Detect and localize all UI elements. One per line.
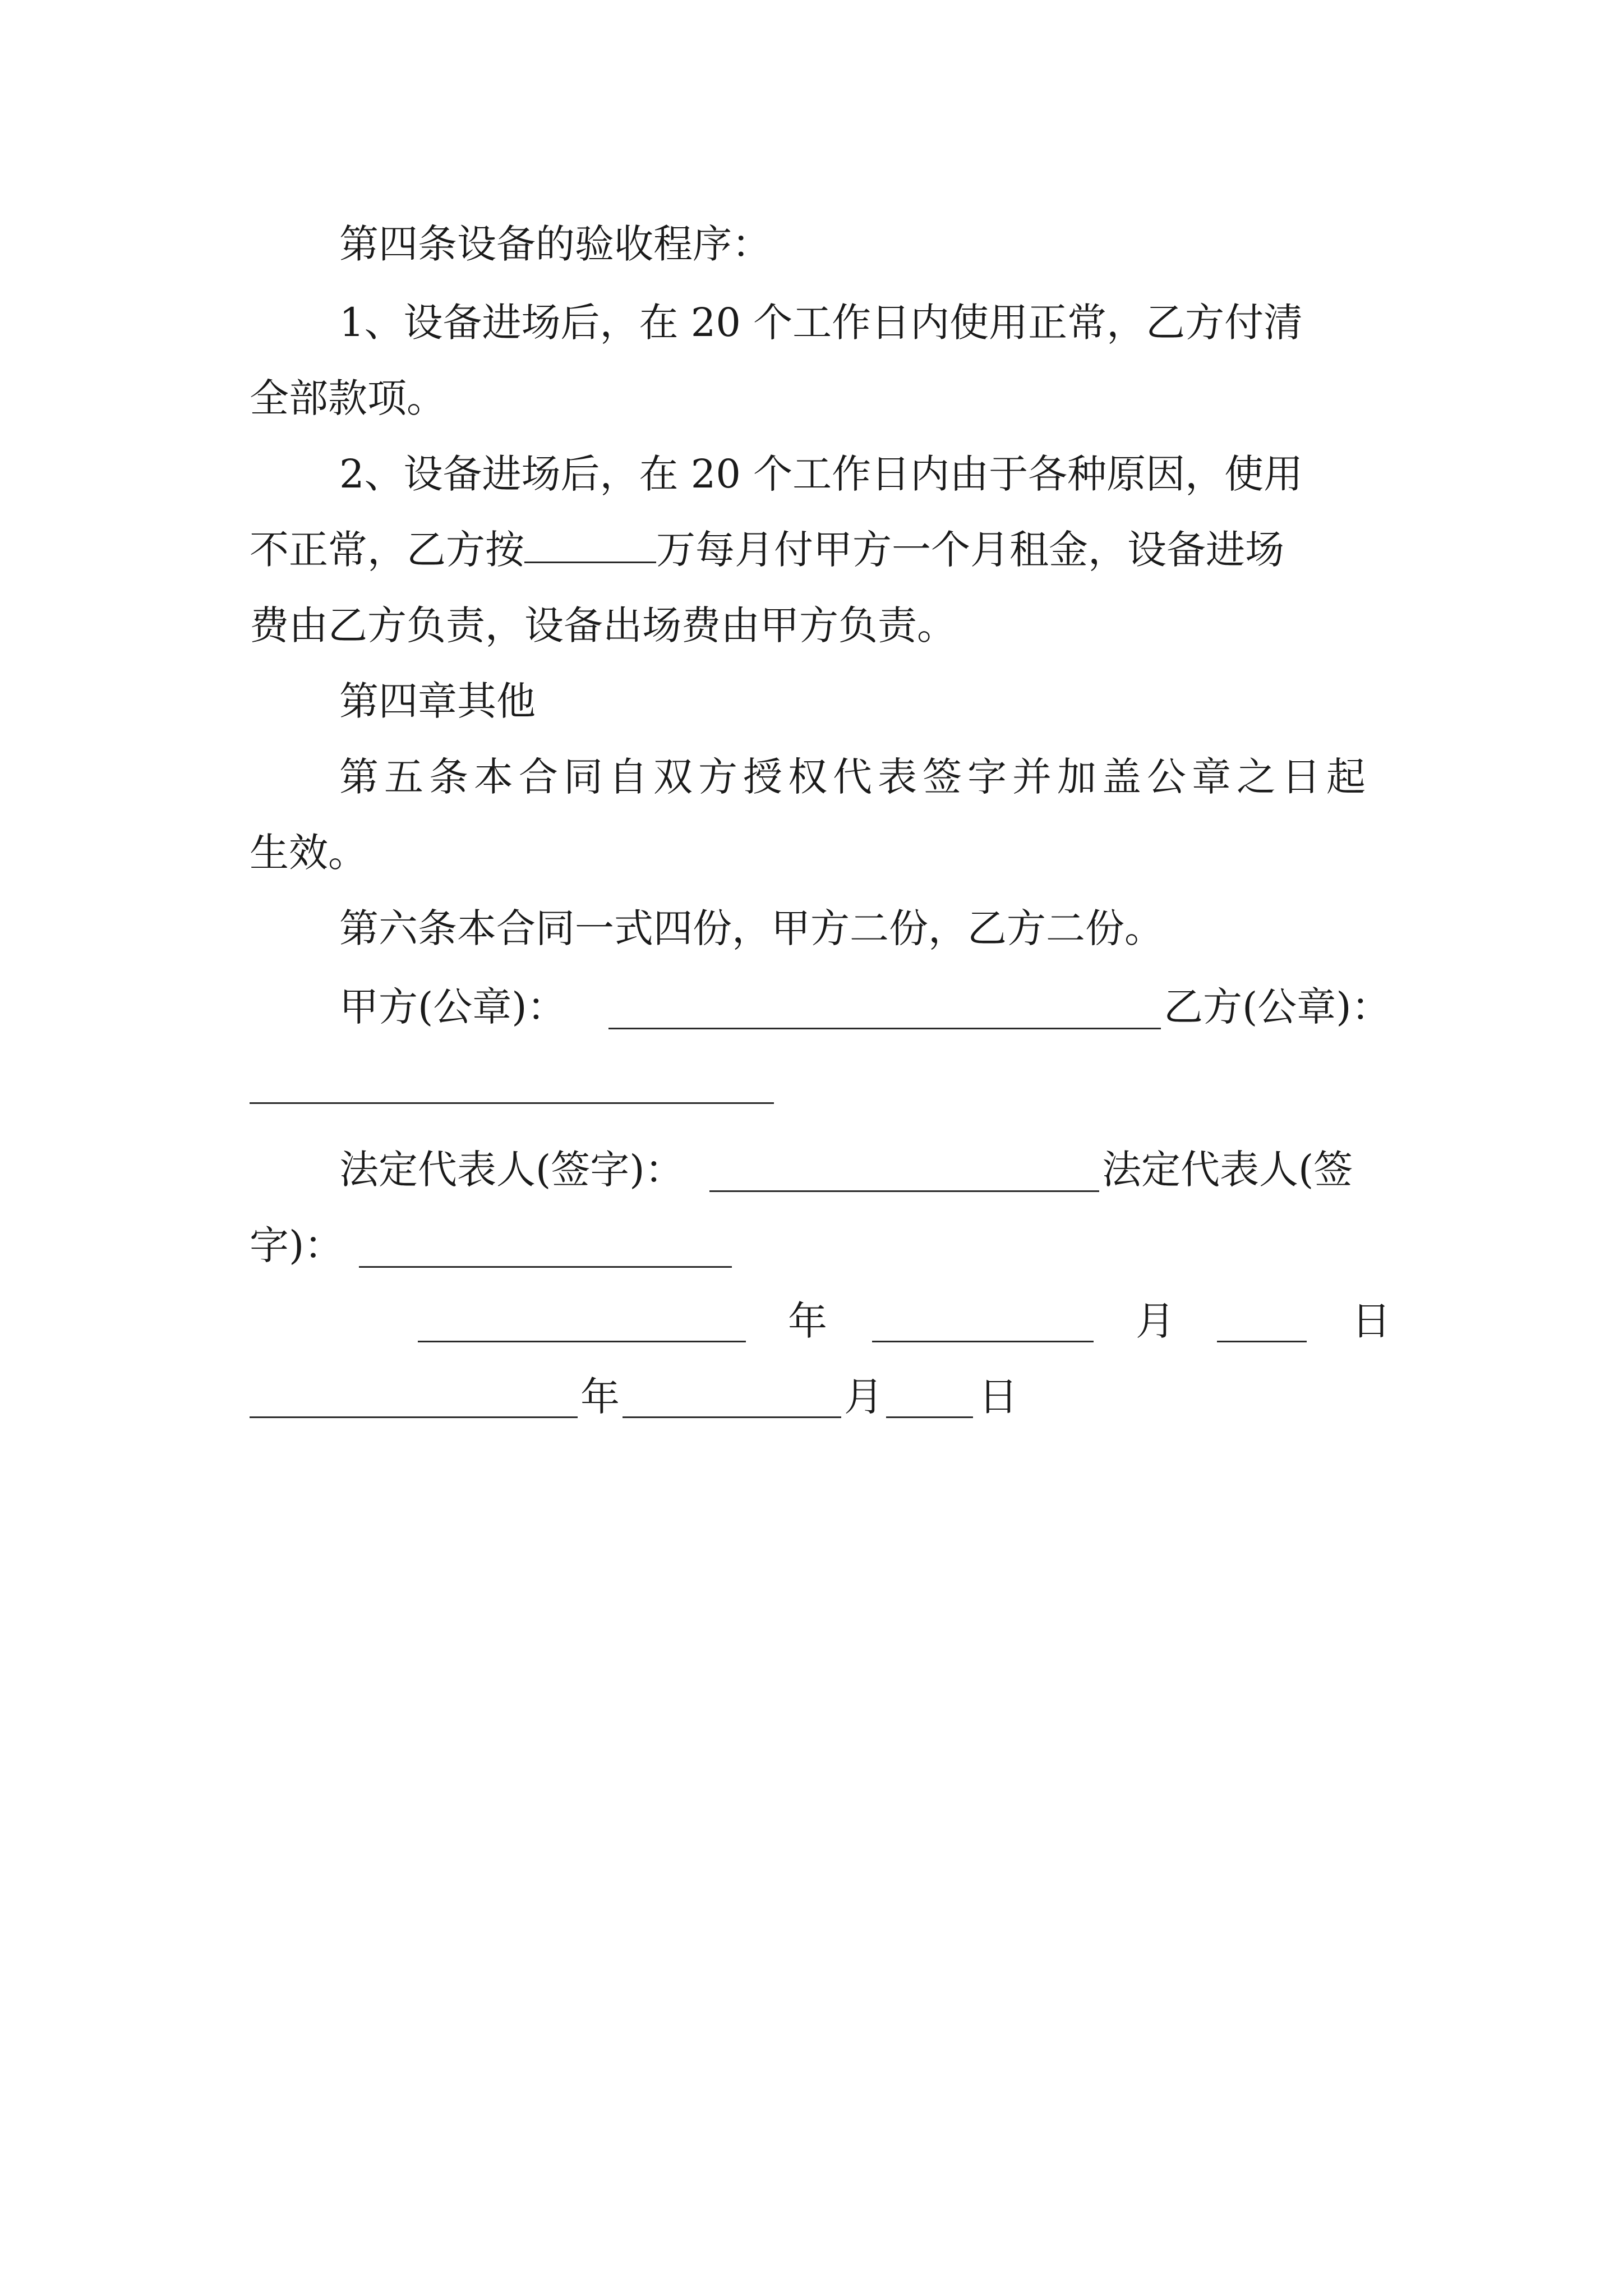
date-b-year-blank	[250, 1416, 578, 1418]
date-a-month-label: 月	[1136, 1298, 1175, 1344]
party-a-seal-label: 甲方(公章)：	[339, 984, 566, 1030]
legal-rep-b-label-part-2: 字)：	[250, 1222, 344, 1268]
date-a-month-blank	[872, 1341, 1094, 1342]
date-b-month-label: 月	[844, 1374, 883, 1420]
article-5-line-2: 生效。	[250, 830, 367, 876]
legal-rep-a-label: 法定代表人(签字)：	[339, 1147, 684, 1193]
article-4-item-2-line-3: 费由乙方负责，设备出场费由甲方负责。	[250, 602, 956, 648]
date-b-year-label: 年	[580, 1374, 620, 1420]
party-b-seal-label: 乙方(公章)：	[1164, 984, 1391, 1030]
item-2-text-after-blank: 万每月付甲方一个月租金，设备进场	[656, 527, 1284, 573]
date-b-month-blank	[623, 1416, 841, 1418]
legal-rep-a-signature-blank	[709, 1190, 1099, 1192]
item-2-text-before-blank: 不正常，乙方按	[250, 527, 524, 573]
article-6: 第六条本合同一式四份，甲方二份，乙方二份。	[339, 905, 1164, 951]
date-a-day-blank	[1217, 1341, 1307, 1342]
date-a-day-label: 日	[1352, 1298, 1391, 1344]
date-b-day-blank	[886, 1416, 973, 1418]
party-a-seal-blank	[608, 1028, 1161, 1029]
legal-rep-b-label-part-1: 法定代表人(签	[1102, 1147, 1353, 1193]
chapter-4-title: 第四章其他	[339, 678, 536, 724]
rent-amount-blank	[524, 528, 656, 563]
date-a-year-blank	[418, 1341, 746, 1342]
article-4-title: 第四条设备的验收程序：	[339, 221, 771, 267]
article-5-line-1: 第五条本合同自双方授权代表签字并加盖公章之日起	[339, 754, 1371, 800]
legal-rep-b-signature-blank	[359, 1266, 732, 1268]
date-b-day-label: 日	[979, 1374, 1018, 1420]
article-4-item-2-line-1: 2、设备进场后，在 20 个工作日内由于各种原因，使用	[339, 451, 1303, 497]
article-4-item-1-line-2: 全部款项。	[250, 375, 446, 421]
party-b-seal-blank	[250, 1102, 774, 1104]
article-4-item-2-line-2	[250, 527, 1388, 572]
article-4-item-1-line-1: 1、设备进场后，在 20 个工作日内使用正常，乙方付清	[339, 300, 1303, 346]
date-a-year-label: 年	[788, 1298, 827, 1344]
